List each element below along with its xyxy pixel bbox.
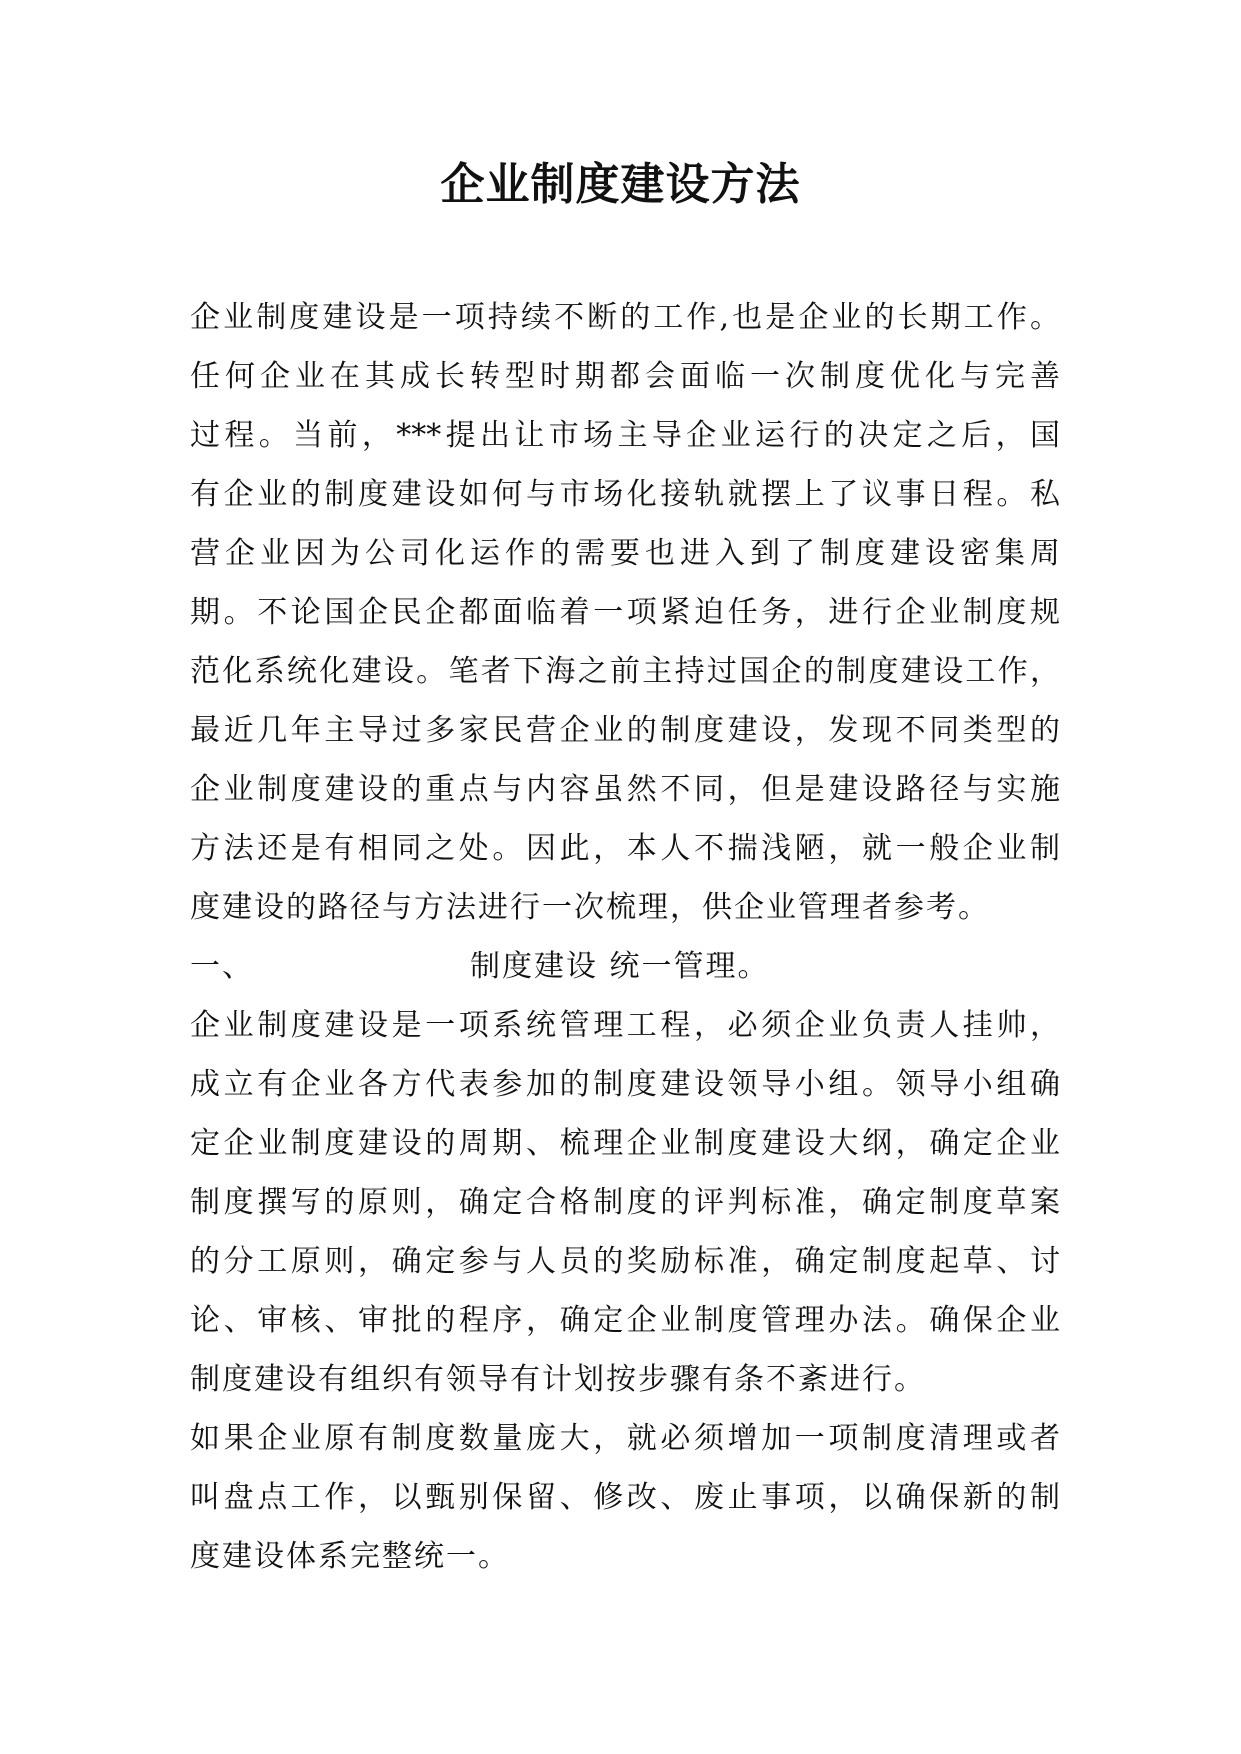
paragraph-line: 叫盘点工作，以甄别保留、修改、废止事项，以确保新的制 — [190, 1480, 1060, 1515]
paragraph-line: 期。不论国企民企都面临着一项紧迫任务，进行企业制度规 — [190, 595, 1060, 630]
paragraph-line: 过程。当前，***提出让市场主导企业运行的决定之后，国 — [190, 418, 1060, 453]
document-title: 企业制度建设方法 — [440, 159, 801, 210]
paragraph-line: 如果企业原有制度数量庞大，就必须增加一项制度清理或者 — [190, 1421, 1060, 1456]
paragraph-line: 最近几年主导过多家民营企业的制度建设，发现不同类型的 — [190, 713, 1060, 748]
paragraph-line: 制度撰写的原则，确定合格制度的评判标准，确定制度草案 — [190, 1185, 1060, 1220]
paragraph-line: 范化系统化建设。笔者下海之前主持过国企的制度建设工作， — [190, 654, 1060, 689]
paragraph-line: 论、审核、审批的程序，确定企业制度管理办法。确保企业 — [190, 1303, 1060, 1338]
paragraph-line: 制度建设有组织有领导有计划按步骤有条不紊进行。 — [190, 1362, 926, 1397]
paragraph-line: 任何企业在其成长转型时期都会面临一次制度优化与完善 — [190, 359, 1060, 394]
paragraph-line: 的分工原则，确定参与人员的奖励标准，确定制度起草、讨 — [190, 1244, 1060, 1279]
document-body — [190, 288, 1060, 1586]
section-heading-text: 制度建设 统一管理。 — [470, 949, 770, 984]
paragraph-line: 度建设的路径与方法进行一次梳理，供企业管理者参考。 — [190, 890, 990, 925]
section-number: 一、 — [190, 949, 254, 984]
paragraph-line: 定企业制度建设的周期、梳理企业制度建设大纲，确定企业 — [190, 1126, 1060, 1161]
paragraph-line: 方法还是有相同之处。因此，本人不揣浅陋，就一般企业制 — [190, 831, 1060, 866]
paragraph-line: 有企业的制度建设如何与市场化接轨就摆上了议事日程。私 — [190, 477, 1060, 512]
paragraph-line: 营企业因为公司化运作的需要也进入到了制度建设密集周 — [190, 536, 1060, 571]
paragraph-line: 企业制度建设的重点与内容虽然不同，但是建设路径与实施 — [190, 772, 1060, 807]
paragraph-line: 成立有企业各方代表参加的制度建设领导小组。领导小组确 — [190, 1067, 1060, 1102]
paragraph-line: 企业制度建设是一项持续不断的工作,也是企业的长期工作。 — [190, 300, 1060, 335]
section-heading — [190, 937, 1060, 996]
paragraph-line: 度建设体系完整统一。 — [190, 1539, 510, 1574]
paragraph-line: 企业制度建设是一项系统管理工程，必须企业负责人挂帅， — [190, 1008, 1060, 1043]
